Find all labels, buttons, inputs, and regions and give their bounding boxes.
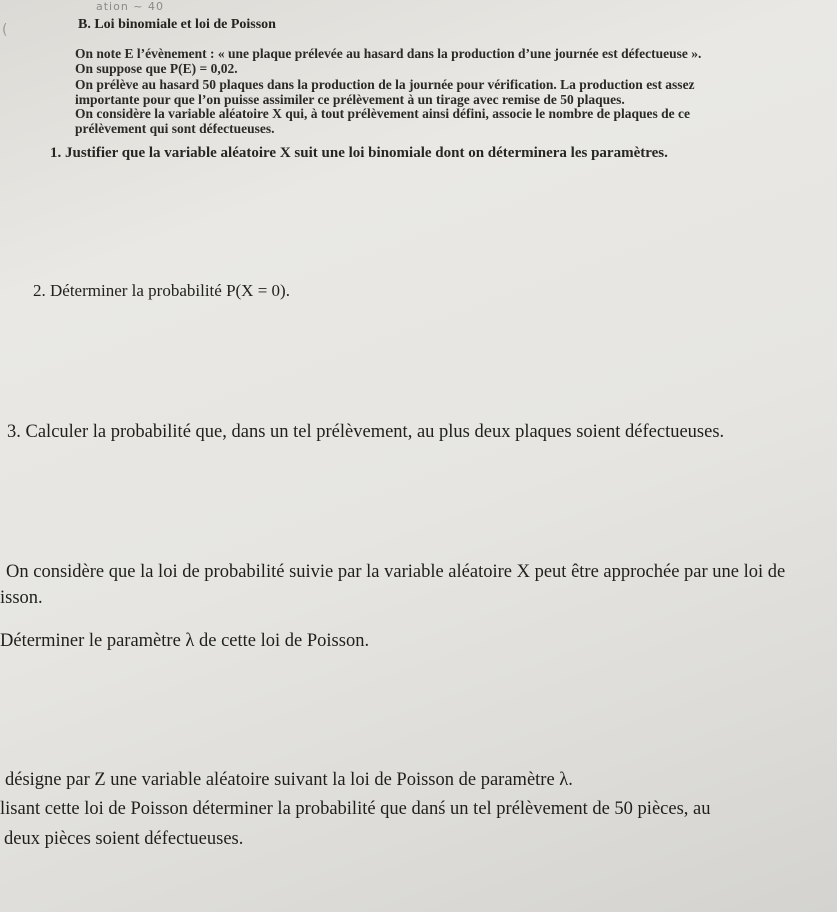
question-4a: Déterminer le paramètre λ de cette loi de Poisson.: [0, 631, 370, 651]
question-3: 3. Calculer la probabilité que, dans un tel prélèvement, au plus deux plaques soient défectueuses.: [7, 422, 725, 442]
intro-line-5: On considère la variable aléatoire X qui, à tout prélèvement ainsi défini, associe le nombre de plaques de ce: [75, 106, 690, 121]
header-scribble: ation ~ 40: [96, 0, 165, 13]
intro-line-6: prélèvement qui sont défectueuses.: [75, 121, 275, 136]
question-2: 2. Déterminer la probabilité P(X = 0).: [33, 281, 290, 300]
question-4-intro-line-2: isson.: [0, 588, 43, 608]
question-4b-line-1: désigne par Z une variable aléatoire suivant la loi de Poisson de paramètre λ.: [5, 770, 573, 790]
question-1: 1. Justifier que la variable aléatoire X suit une loi binomiale dont on déterminera les paramètres.: [50, 145, 668, 161]
intro-line-1: On note E l’évènement : « une plaque prélevée au hasard dans la production d’une journée est défectueuse ».: [75, 46, 702, 61]
edge-mark-icon: (: [2, 22, 8, 38]
section-title: B. Loi binomiale et loi de Poisson: [78, 17, 276, 32]
question-4b-line-3: deux pièces soient défectueuses.: [4, 829, 244, 849]
intro-line-2: On suppose que P(E) = 0,02.: [75, 61, 238, 76]
question-4b-line-2: lisant cette loi de Poisson déterminer la probabilité que danś un tel prélèvement de 50 pièces, au: [0, 799, 711, 819]
intro-line-3: On prélève au hasard 50 plaques dans la production de la journée pour vérification. La production est assez: [75, 77, 695, 92]
question-4-intro-line-1: On considère que la loi de probabilité suivie par la variable aléatoire X peut être approchée par une loi de: [6, 562, 786, 582]
intro-line-4: importante pour que l’on puisse assimiler ce prélèvement à un tirage avec remise de 50 plaques.: [75, 92, 625, 107]
